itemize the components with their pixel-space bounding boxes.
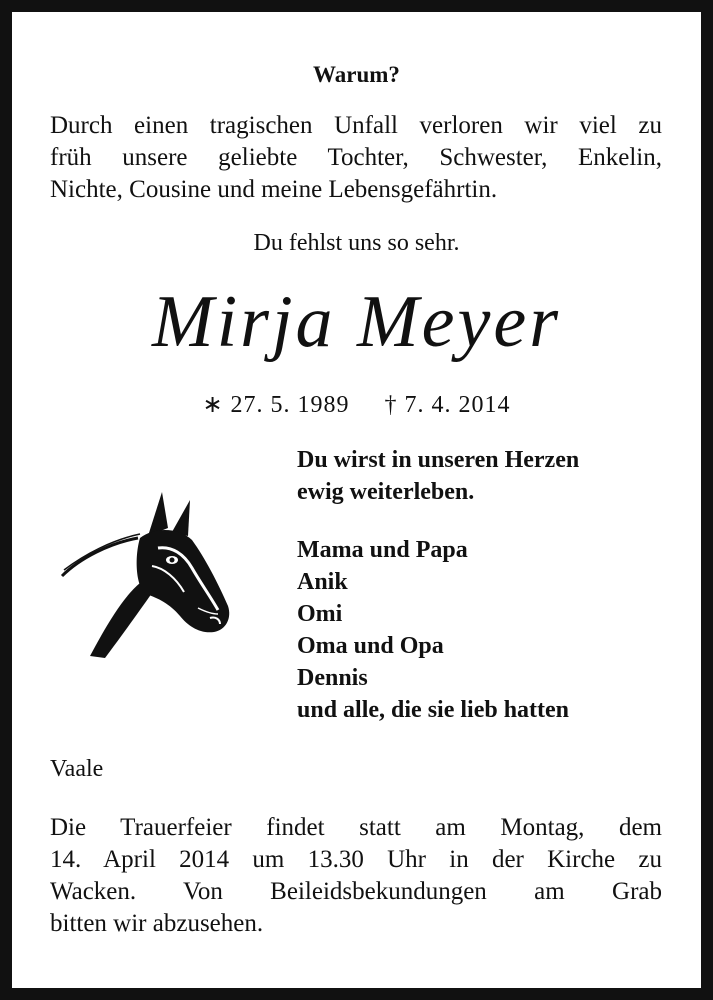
mourner: Dennis <box>297 665 368 691</box>
mourner: Anik <box>297 569 348 595</box>
intro-text <box>50 110 662 206</box>
farewell-line: ewig weiterleben. <box>297 479 475 505</box>
mourner: Oma und Opa <box>297 633 444 659</box>
farewell-line: Du wirst in unseren Herzen <box>297 447 580 473</box>
life-dates <box>0 390 713 419</box>
mourners-block <box>297 444 667 726</box>
death-date: † 7. 4. 2014 <box>384 392 511 418</box>
intro-line: Nichte, Cousine und meine Lebensgefährtin. <box>50 176 498 203</box>
intro-line: Durch einen tragischen Unfall verloren wir viel zu <box>50 112 662 139</box>
funeral-text <box>50 812 662 940</box>
funeral-line: bitten wir abzusehen. <box>50 910 264 937</box>
horse-head-illustration <box>60 488 235 663</box>
intro-line: früh unsere geliebte Tochter, Schwester, Enkelin, <box>50 144 662 171</box>
heading: Warum? <box>313 62 400 87</box>
funeral-line: 14. April 2014 um 13.30 Uhr in der Kirche zu <box>50 846 662 873</box>
place-name: Vaale <box>50 756 104 782</box>
funeral-line: Wacken. Von Beileidsbekundungen am Grab <box>50 878 662 905</box>
funeral-line: Die Trauerfeier findet statt am Montag, dem <box>50 814 662 841</box>
horse-head-icon <box>60 488 235 663</box>
mourner: und alle, die sie lieb hatten <box>297 697 570 723</box>
mourner: Omi <box>297 601 343 627</box>
mourner: Mama und Papa <box>297 537 468 563</box>
birth-date: ∗ 27. 5. 1989 <box>202 392 350 418</box>
deceased-name: Mirja Meyer <box>151 281 562 363</box>
missing-you-text: Du fehlst uns so sehr. <box>253 230 460 256</box>
